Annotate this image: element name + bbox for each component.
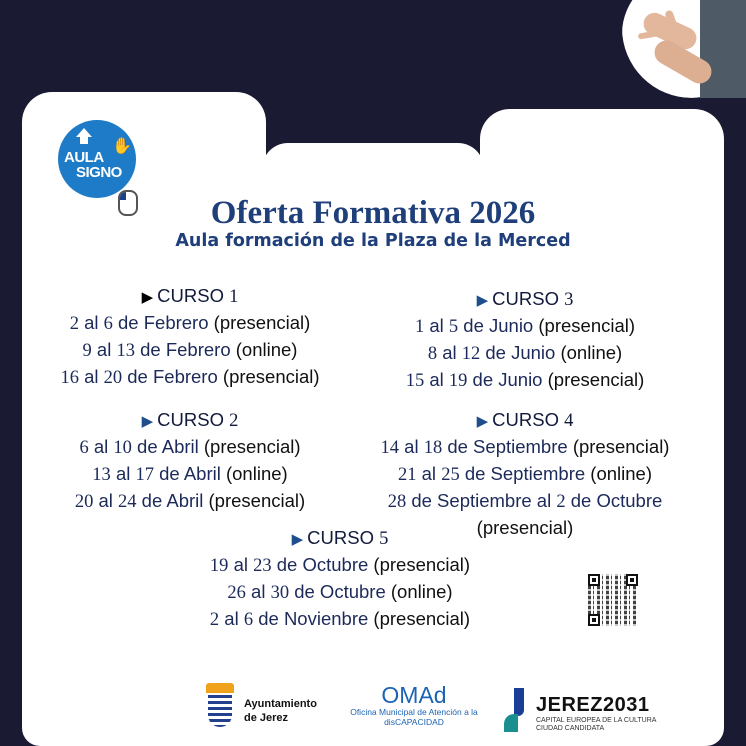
date-row: 14 al 18 de Septiembre (presencial) xyxy=(380,436,670,458)
course-heading: ▶ CURSO 5 xyxy=(291,527,389,549)
play-arrow-icon: ▶ xyxy=(291,531,304,548)
play-arrow-icon: ▶ xyxy=(476,292,489,309)
ayuntamiento-jerez-logo xyxy=(204,683,334,733)
qr-finder-icon xyxy=(588,614,600,626)
course-5 xyxy=(170,525,510,633)
play-arrow-icon: ▶ xyxy=(476,413,489,430)
page-subtitle: Aula formación de la Plaza de la Merced xyxy=(175,231,571,251)
qr-finder-icon xyxy=(588,574,600,586)
logo-line-1: AULA xyxy=(64,149,104,166)
date-row: 2 al 6 de Febrero (presencial) xyxy=(69,312,311,334)
jerez-mark-icon xyxy=(514,688,524,716)
qr-finder-icon xyxy=(626,574,638,586)
jerez2031-logo xyxy=(500,688,690,738)
date-row: 6 al 10 de Abril (presencial) xyxy=(79,436,301,458)
course-heading: ▶ CURSO 4 xyxy=(476,409,574,431)
date-row: 13 al 17 de Abril (online) xyxy=(92,463,288,485)
page-title: Oferta Formativa 2026 xyxy=(210,195,536,231)
course-heading: ▶ CURSO 2 xyxy=(141,409,239,431)
crown-icon xyxy=(206,683,234,693)
omad-logo xyxy=(330,683,498,733)
jerez2031-title: JEREZ2031 xyxy=(536,694,650,716)
course-4 xyxy=(340,407,710,540)
date-row: 26 al 30 de Octubre (online) xyxy=(227,581,453,603)
sign-hand-icon: ✋ xyxy=(112,138,132,155)
date-row: 9 al 13 de Febrero (online) xyxy=(82,339,298,361)
date-row: 20 al 24 de Abril (presencial) xyxy=(74,490,306,512)
date-row: 21 al 25 de Septiembre (online) xyxy=(398,463,652,485)
course-heading: ▶ CURSO 3 xyxy=(476,288,574,310)
ayuntamiento-text: Ayuntamiento de Jerez xyxy=(244,698,317,724)
jerez2031-tagline: CAPITAL EUROPEA DE LA CULTURA CIUDAD CANDIDATA xyxy=(536,717,657,732)
jerez-mark-teal-icon xyxy=(504,714,518,732)
course-1 xyxy=(20,283,360,391)
date-row: 8 al 12 de Junio (online) xyxy=(427,342,623,364)
shield-waves-icon xyxy=(208,695,232,727)
omad-line-1: Oficina Municipal de Atención a la xyxy=(350,707,478,717)
omad-title: OMAd xyxy=(381,682,447,708)
date-row: 19 al 23 de Octubre (presencial) xyxy=(209,554,471,576)
date-row: 28 de Septiembre al 2 de Octubre (presencial) xyxy=(387,490,663,538)
date-row: 1 al 5 de Junio (presencial) xyxy=(414,315,636,337)
omad-line-2: disCAPACIDAD xyxy=(384,717,444,727)
date-row: 16 al 20 de Febrero (presencial) xyxy=(60,366,320,388)
play-arrow-icon: ▶ xyxy=(141,289,154,306)
play-arrow-icon: ▶ xyxy=(141,413,154,430)
logo-line-2: SIGNO xyxy=(76,164,122,181)
course-heading: ▶ CURSO 1 xyxy=(141,285,239,307)
date-row: 15 al 19 de Junio (presencial) xyxy=(405,369,645,391)
sign-language-photo xyxy=(622,0,746,98)
up-arrow-stem xyxy=(80,136,88,144)
course-2 xyxy=(20,407,360,515)
logo-text xyxy=(64,150,122,180)
course-3 xyxy=(355,286,695,394)
date-row: 2 al 6 de Novienbre (presencial) xyxy=(209,608,471,630)
person-shirt xyxy=(700,0,746,98)
